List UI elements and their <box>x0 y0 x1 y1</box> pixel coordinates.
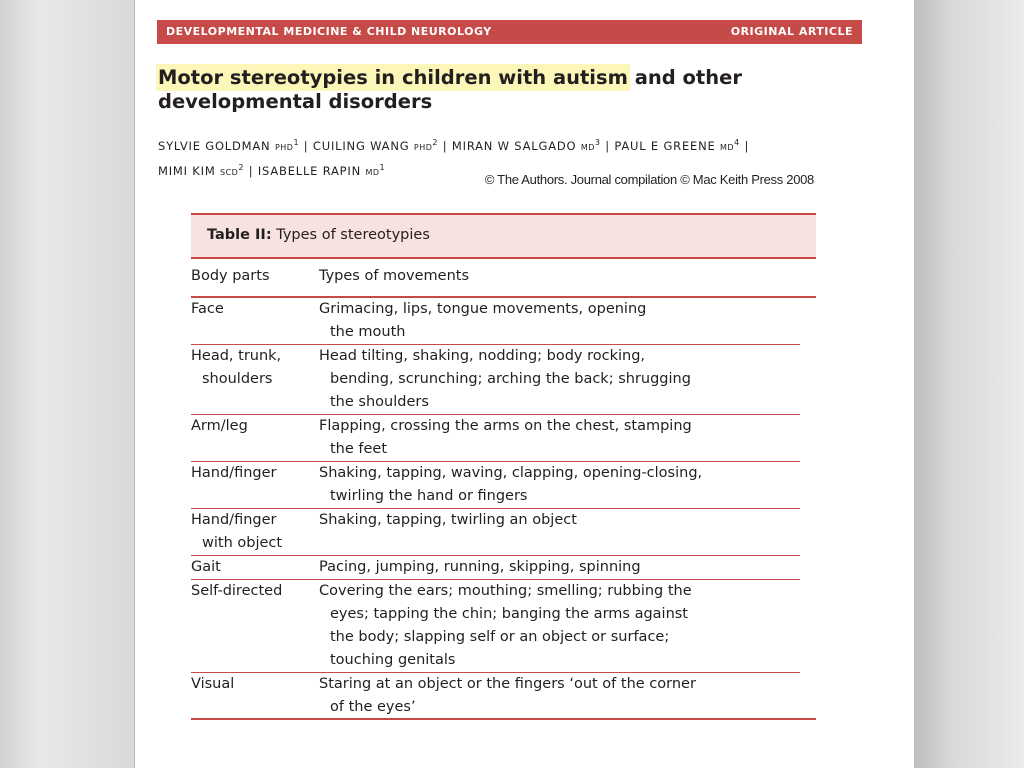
body-part-cell <box>191 462 331 485</box>
movement-cell <box>319 580 819 672</box>
author <box>614 139 740 153</box>
right-margin-backdrop <box>914 0 1024 768</box>
movement-cell <box>319 345 819 414</box>
table-row <box>191 415 800 462</box>
author <box>313 139 438 153</box>
table-row <box>191 673 816 720</box>
table-caption <box>191 213 816 259</box>
title-line2: developmental disorders <box>158 90 433 113</box>
author-line-1: SYLVIE GOLDMAN PHD$^1$ | CUILING WANG PHD$^2$ | MIRAN W SALGADO $MD^3$ | PAUL E GREENE $MD^4$ | <box>158 138 750 153</box>
author-affiliation: 3 <box>594 138 601 147</box>
movement-line: the body; slapping self or an object or surface; <box>330 629 670 645</box>
movement-cell <box>319 462 819 508</box>
body-part-line: Head, trunk, <box>191 348 282 364</box>
paper-page <box>135 0 914 768</box>
body-part-line: Hand/finger <box>191 512 277 528</box>
movement-cell <box>319 673 819 719</box>
body-part-cell <box>191 509 331 555</box>
table-body <box>191 298 816 720</box>
article-type: ORIGINAL ARTICLE <box>730 25 853 38</box>
movement-line: Covering the ears; mouthing; smelling; rubbing the <box>319 583 692 599</box>
movement-line: Staring at an object or the fingers ‘out of the corner <box>319 676 696 692</box>
movement-line: the shoulders <box>330 394 429 410</box>
movement-line: Flapping, crossing the arms on the chest, stamping <box>319 418 692 434</box>
journal-name: DEVELOPMENTAL MEDICINE & CHILD NEUROLOGY <box>166 25 492 38</box>
author-degree: MD <box>720 142 735 152</box>
copyright-notice: © The Authors. Journal compilation © Mac Keith Press 2008 <box>484 172 814 187</box>
movement-line: Head tilting, shaking, nodding; body rocking, <box>319 348 646 364</box>
author <box>158 164 244 178</box>
movement-line: touching genitals <box>330 652 456 668</box>
author-degree: SCD <box>220 167 239 177</box>
col-header-body-parts: Body parts <box>191 268 270 284</box>
table-row <box>191 556 800 580</box>
table-header-row <box>191 259 816 298</box>
author-name: CUILING WANG <box>312 138 410 153</box>
body-part-cell <box>191 298 331 321</box>
movement-line: twirling the hand or fingers <box>330 488 528 504</box>
author-name: MIMI KIM <box>158 163 216 178</box>
author-name: PAUL E GREENE <box>614 138 716 153</box>
body-part-line: Self-directed <box>191 583 283 599</box>
body-part-line: shoulders <box>202 371 273 387</box>
author-name: SYLVIE GOLDMAN <box>158 138 271 153</box>
author-affiliation: 2 <box>432 138 439 147</box>
body-part-cell <box>191 580 331 603</box>
movement-cell <box>319 556 819 579</box>
author-affiliation: 1 <box>379 162 386 172</box>
body-part-cell <box>191 415 331 438</box>
author <box>452 139 601 153</box>
body-part-cell <box>191 345 331 391</box>
movement-line: Shaking, tapping, waving, clapping, opening-closing, <box>319 465 703 481</box>
body-part-line: with object <box>202 535 283 551</box>
movement-line: the mouth <box>330 324 406 340</box>
movement-line: of the eyes’ <box>330 699 416 715</box>
body-part-line: Face <box>191 301 224 317</box>
body-part-line: Hand/finger <box>191 465 277 481</box>
author-affiliation: 1 <box>293 138 300 147</box>
author-affiliation: 4 <box>734 138 740 147</box>
body-part-cell <box>191 556 331 579</box>
table-row <box>191 462 800 509</box>
author-line-2: MIMI KIM SCD$^2$ | ISABELLE RAPIN $MD^1$ <box>158 162 386 178</box>
movement-line: Shaking, tapping, twirling an object <box>319 512 577 528</box>
author-degree: MD <box>580 142 595 152</box>
paper-title <box>158 66 778 114</box>
stereotypies-table <box>191 213 816 720</box>
title-rest: and other <box>627 66 742 89</box>
movement-line: eyes; tapping the chin; banging the arms against <box>330 606 688 622</box>
movement-line: the feet <box>330 441 388 457</box>
movement-line: bending, scrunching; arching the back; shrugging <box>330 371 691 387</box>
table-row <box>191 345 800 415</box>
movement-cell <box>319 509 819 532</box>
author-name: ISABELLE RAPIN <box>257 163 362 178</box>
movement-cell <box>319 298 819 344</box>
author-name: MIRAN W SALGADO <box>451 138 577 153</box>
author-affiliation: 2 <box>238 162 245 172</box>
journal-banner <box>157 20 862 44</box>
author-degree: PHD <box>274 142 294 152</box>
table-row <box>191 580 800 673</box>
movement-cell <box>319 415 819 461</box>
title-highlighted: Motor stereotypies in children with autism <box>158 66 628 89</box>
movement-line: Grimacing, lips, tongue movements, opening <box>319 301 647 317</box>
body-part-line: Arm/leg <box>191 418 248 434</box>
col-header-movements: Types of movements <box>319 268 470 284</box>
author-degree: PHD <box>413 142 433 152</box>
table-caption-text: Types of stereotypies <box>276 227 430 243</box>
table-label: Table II: <box>207 227 272 243</box>
author <box>258 164 386 178</box>
body-part-cell <box>191 673 331 696</box>
author-degree: MD <box>365 167 380 177</box>
movement-line: Pacing, jumping, running, skipping, spinning <box>319 559 641 575</box>
body-part-line: Gait <box>191 559 221 575</box>
table-row <box>191 509 800 556</box>
body-part-line: Visual <box>191 676 235 692</box>
author <box>158 139 299 153</box>
table-row <box>191 298 800 345</box>
